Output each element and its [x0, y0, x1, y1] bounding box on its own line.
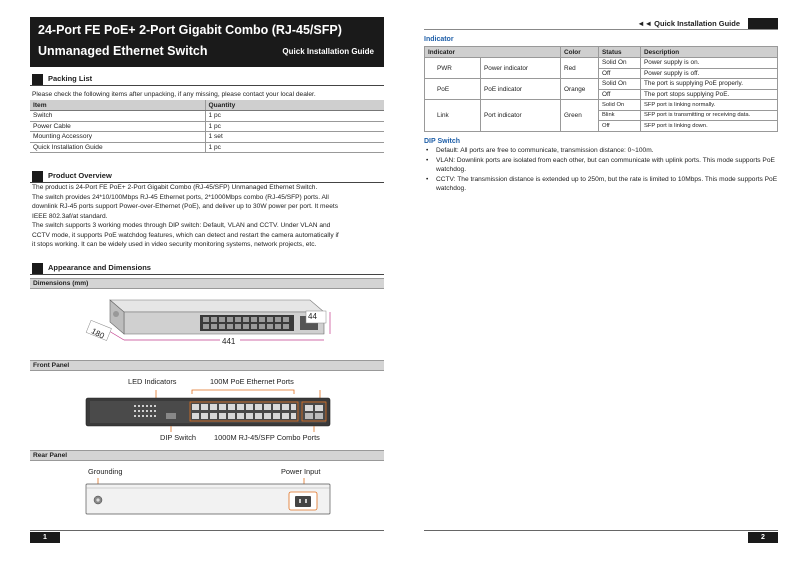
col-quantity: Quantity — [205, 100, 384, 111]
combo-ports-label: 1000M RJ-45/SFP Combo Ports — [214, 433, 320, 442]
table-row: PWR Power indicator Red Solid On Power supply is on. — [425, 58, 778, 69]
table-row: Off SFP port is linking down. — [425, 121, 778, 132]
led-indicators-label: LED Indicators — [128, 377, 177, 386]
list-item: • CCTV: The transmission distance is extended up to 250m, but the rate is limited to 10Mbps. This mode supports PoE watchdog. — [424, 175, 778, 194]
power-input-label: Power Input — [281, 467, 321, 476]
rear-panel-illustration — [84, 476, 334, 522]
rear-panel-bar: Rear Panel — [30, 450, 384, 461]
list-item: • Default: All ports are free to communicate, transmission distance: 0~100m. — [424, 146, 778, 156]
section-marker-icon — [32, 263, 43, 274]
page-footer-left — [30, 530, 384, 542]
page-right — [404, 0, 808, 561]
title-line-1: 24-Port FE PoE+ 2-Port Gigabit Combo (RJ-45/SFP) — [38, 23, 342, 37]
packing-heading: Packing List — [30, 73, 384, 86]
table-row: Blink SFP port is transmitting or receiving data. — [425, 110, 778, 121]
packing-intro: Please check the following items after unpacking, if any missing, please contact your local dealer. — [32, 91, 316, 98]
dimensions-bar: Dimensions (mm) — [30, 278, 384, 289]
header-block-icon — [748, 18, 778, 29]
col-description: Description — [641, 47, 778, 58]
table-row: Power Cable 1 pc — [30, 121, 384, 132]
table-row: Mounting Accessory 1 set — [30, 132, 384, 143]
col-item: Item — [30, 100, 205, 111]
indicator-heading: Indicator — [424, 36, 454, 43]
table-row: Link Port indicator Green Solid On SFP port is linking normally. — [425, 100, 778, 111]
title-banner — [30, 17, 384, 67]
overview-heading: Product Overview — [30, 170, 384, 183]
dip-switch-label: DIP Switch — [160, 433, 197, 442]
page-footer-right — [424, 530, 778, 542]
title-line-2: Unmanaged Ethernet Switch — [38, 44, 208, 58]
front-panel-bar: Front Panel — [30, 360, 384, 371]
dip-list — [424, 146, 778, 194]
dim-width: 441 — [222, 337, 236, 346]
running-header: ◄◄ Quick Installation Guide — [424, 18, 778, 30]
section-marker-icon — [32, 74, 43, 85]
poe-ports-label: 100M PoE Ethernet Ports — [210, 377, 294, 386]
dim-depth: 180 — [89, 326, 106, 341]
table-row: Off Power supply is off. — [425, 68, 778, 79]
page-number: 2 — [748, 532, 778, 543]
table-row: PoE PoE indicator Orange Solid On The port is supplying PoE properly. — [425, 79, 778, 90]
overview-text: The product is 24-Port FE PoE+ 2-Port Gigabit Combo (RJ-45/SFP) Unmanaged Ethernet Switch. The switch provides 24*10/100Mbps RJ-45 Ethernet ports, 2*1000Mbps combo (RJ-45/SFP) ports. All downlink RJ-45 ports support Power-over-Ethernet (PoE), and deliver up to 30W power per port. It meets IEEE 802.3af/at standard. The switch supports 3 working modes through DIP switch: Default, VLAN and CCTV. Under VLAN and CCTV mode, it supports PoE watchdog features, which can detect and restart the camera automatically if it stops working. It can be widely used in video security monitoring systems, network projects, etc. — [32, 184, 339, 248]
grounding-label: Grounding — [88, 467, 123, 476]
list-item: • VLAN: Downlink ports are isolated from each other, but can communicate with uplink ports. This mode supports PoE watchdog. — [424, 156, 778, 175]
table-row: Switch 1 pc — [30, 111, 384, 122]
dip-heading: DIP Switch — [424, 138, 461, 145]
indicator-table — [424, 46, 778, 132]
guide-label: Quick Installation Guide — [282, 47, 374, 56]
front-panel-illustration — [84, 386, 334, 434]
table-row: Off The port stops supplying PoE. — [425, 89, 778, 100]
dim-height: 44 — [308, 312, 317, 321]
table-row: Quick Installation Guide 1 pc — [30, 142, 384, 153]
col-color: Color — [561, 47, 599, 58]
col-indicator: Indicator — [425, 47, 561, 58]
page-number: 1 — [30, 532, 60, 543]
appearance-heading: Appearance and Dimensions — [30, 262, 384, 275]
switch-3d-illustration — [80, 294, 340, 356]
col-status: Status — [599, 47, 641, 58]
section-marker-icon — [32, 171, 43, 182]
packing-table — [30, 100, 384, 153]
